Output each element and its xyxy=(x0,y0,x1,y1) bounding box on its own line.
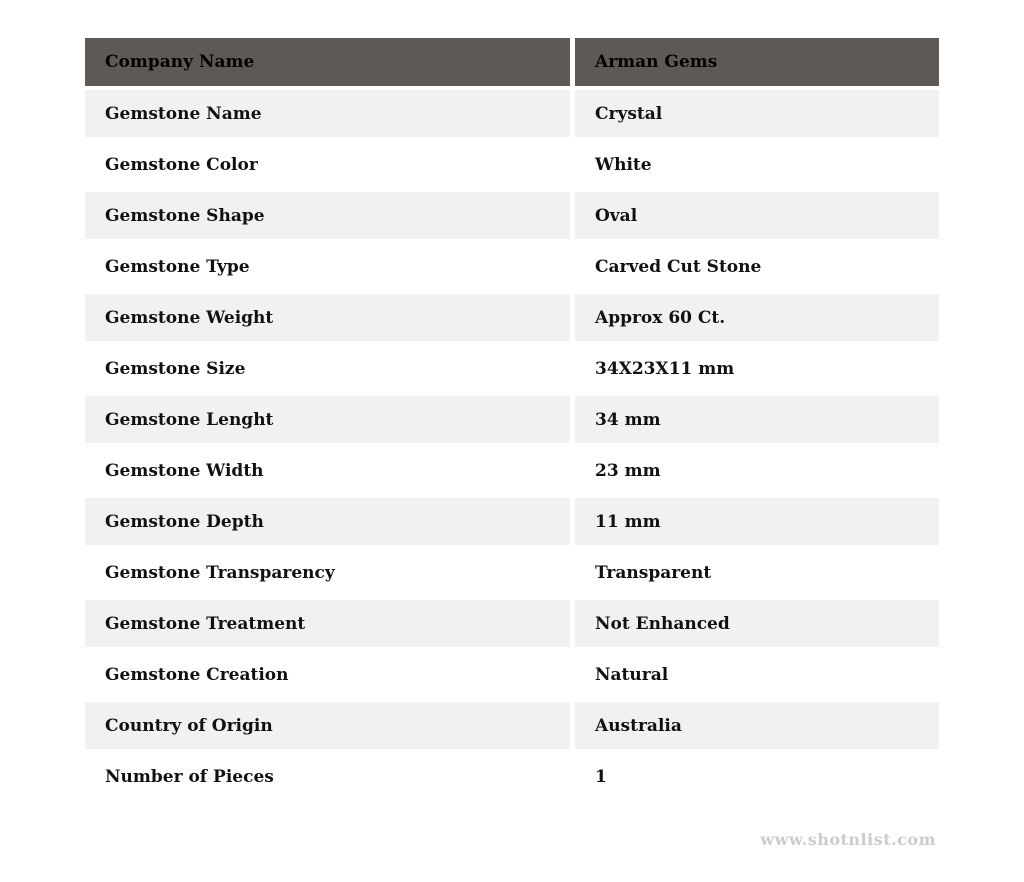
spec-key-cell: Gemstone Transparency xyxy=(85,549,575,600)
spec-key-cell: Gemstone Size xyxy=(85,345,575,396)
table-body xyxy=(85,90,939,804)
header-value-cell: Arman Gems xyxy=(575,38,939,90)
spec-key-cell: Gemstone Weight xyxy=(85,294,575,345)
watermark-text: www.shotnlist.com xyxy=(760,830,936,849)
spec-value-cell: Approx 60 Ct. xyxy=(575,294,939,345)
spec-row xyxy=(85,498,939,549)
spec-row xyxy=(85,345,939,396)
spec-value-cell: Australia xyxy=(575,702,939,753)
spec-value-cell: White xyxy=(575,141,939,192)
spec-row xyxy=(85,600,939,651)
spec-row xyxy=(85,753,939,804)
table-header-row xyxy=(85,38,939,90)
spec-row xyxy=(85,447,939,498)
spec-value-cell: Carved Cut Stone xyxy=(575,243,939,294)
spec-key-cell: Gemstone Depth xyxy=(85,498,575,549)
spec-value-cell: 1 xyxy=(575,753,939,804)
spec-row xyxy=(85,549,939,600)
spec-value-cell: 23 mm xyxy=(575,447,939,498)
spec-key-cell: Gemstone Type xyxy=(85,243,575,294)
spec-key-cell: Gemstone Lenght xyxy=(85,396,575,447)
spec-key-cell: Country of Origin xyxy=(85,702,575,753)
spec-value-cell: 11 mm xyxy=(575,498,939,549)
spec-key-cell: Gemstone Color xyxy=(85,141,575,192)
spec-row xyxy=(85,141,939,192)
spec-value-cell: Transparent xyxy=(575,549,939,600)
spec-row xyxy=(85,396,939,447)
spec-value-cell: Oval xyxy=(575,192,939,243)
header-key-cell: Company Name xyxy=(85,38,575,90)
spec-row xyxy=(85,651,939,702)
spec-row xyxy=(85,90,939,141)
spec-key-cell: Gemstone Name xyxy=(85,90,575,141)
table-head xyxy=(85,38,939,90)
spec-key-cell: Gemstone Width xyxy=(85,447,575,498)
spec-row xyxy=(85,192,939,243)
spec-key-cell: Number of Pieces xyxy=(85,753,575,804)
spec-key-cell: Gemstone Creation xyxy=(85,651,575,702)
spec-row xyxy=(85,702,939,753)
gemstone-spec-table xyxy=(85,38,939,804)
spec-key-cell: Gemstone Treatment xyxy=(85,600,575,651)
spec-value-cell: Natural xyxy=(575,651,939,702)
spec-row xyxy=(85,243,939,294)
spec-value-cell: 34X23X11 mm xyxy=(575,345,939,396)
spec-row xyxy=(85,294,939,345)
spec-value-cell: Not Enhanced xyxy=(575,600,939,651)
spec-value-cell: 34 mm xyxy=(575,396,939,447)
spec-value-cell: Crystal xyxy=(575,90,939,141)
spec-key-cell: Gemstone Shape xyxy=(85,192,575,243)
